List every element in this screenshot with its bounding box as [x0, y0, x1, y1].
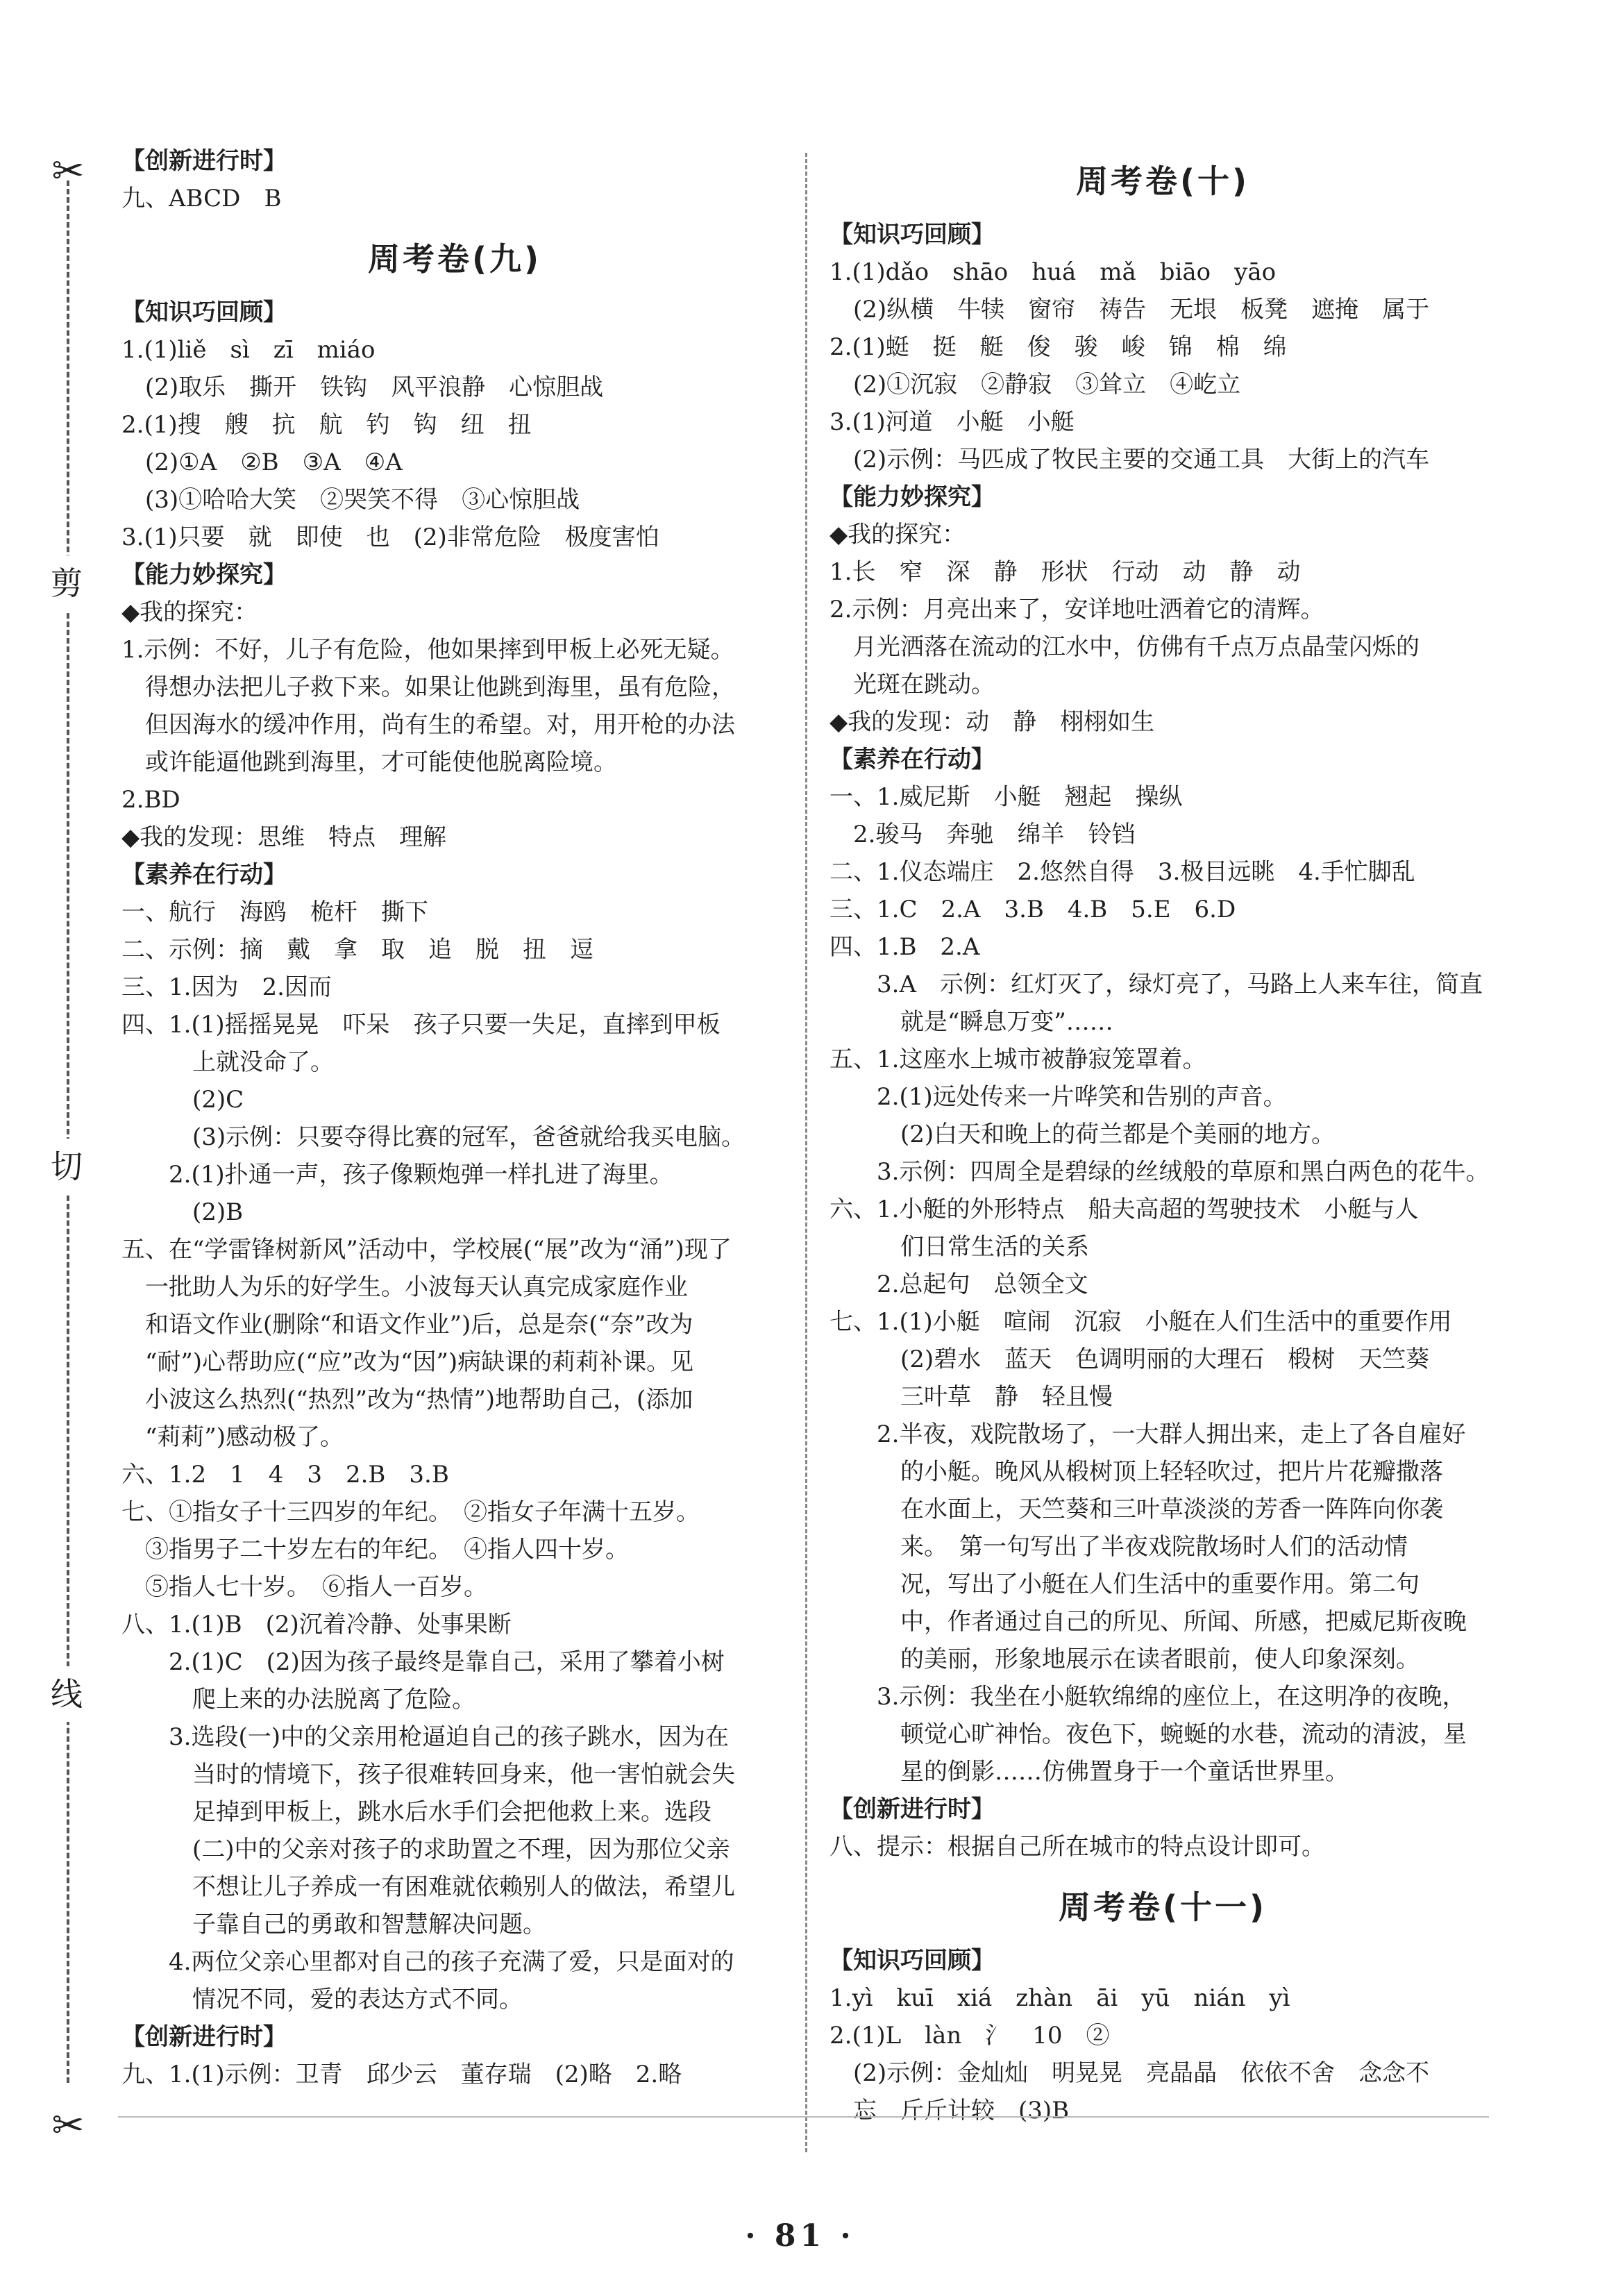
answer-line: 五、1.这座水上城市被静寂笼罩着。: [830, 1046, 1206, 1073]
answer-line: 3.选段(一)中的父亲用枪逼迫自己的孩子跳水，因为在: [169, 1723, 729, 1751]
answer-line: (二)中的父亲对孩子的求助置之不理，因为那位父亲: [192, 1836, 730, 1863]
answer-line: 得想办法把儿子救下来。如果让他跳到海里，虽有危险，: [145, 673, 735, 701]
section-heading: 【知识巧回顾】: [830, 221, 995, 249]
answer-line: 3.(1)只要 就 即使 也 (2)非常危险 极度害怕: [121, 523, 659, 551]
answer-line: 上就没命了。: [192, 1048, 334, 1076]
answer-line: (2)①沉寂 ②静寂 ③耸立 ④屹立: [853, 371, 1241, 399]
answer-line: 3.示例：四周全是碧绿的丝绒般的草原和黑白两色的花牛。: [877, 1158, 1490, 1186]
answer-line: 2.(1)L làn 氵 10 ②: [830, 2022, 1110, 2050]
section-heading: 【创新进行时】: [121, 2023, 287, 2051]
answer-line: 的小艇。晚风从椴树顶上轻轻吹过，把片片花瓣撒落: [900, 1458, 1443, 1486]
answer-line: 足掉到甲板上，跳水后水手们会把他救上来。选段: [192, 1798, 711, 1826]
answer-line: 况，写出了小艇在人们生活中的重要作用。第二句: [900, 1570, 1420, 1598]
right-answer-list-10: [830, 216, 1496, 1866]
answer-line: 中，作者通过自己的所见、所闻、所感，把威尼斯夜晚: [900, 1608, 1467, 1636]
right-answer-list-11: [830, 1942, 1496, 2129]
answer-line: 1.(1)liě sì zī miáo: [121, 336, 376, 364]
answer-line: 2.(1)C (2)因为孩子最终是靠自己，采用了攀着小树: [169, 1648, 725, 1676]
answer-line: (2)①A ②B ③A ④A: [145, 449, 403, 476]
answer-line: 不想让儿子养成一有困难就依赖别人的做法，希望儿: [192, 1873, 735, 1901]
left-column: [121, 142, 788, 2093]
answer-line: 星的倒影……仿佛置身于一个童话世界里。: [900, 1758, 1349, 1786]
answer-line: 但因海水的缓冲作用，尚有生的希望。对，用开枪的办法: [145, 711, 735, 739]
answer-line: 五、在“学雷锋树新风”活动中，学校展(“展”改为“涌”)现了: [121, 1236, 732, 1264]
left-answer-list: [121, 294, 788, 2093]
answer-line: 四、1.B 2.A: [830, 933, 980, 961]
answer-line: 爬上来的办法脱离了危险。: [192, 1686, 475, 1713]
answer-line: (3)①哈哈大笑 ②哭笑不得 ③心惊胆战: [145, 486, 580, 514]
answer-line: 在水面上，天竺葵和三叶草淡淡的芳香一阵阵向你袭: [900, 1495, 1443, 1523]
answer-line: (2)取乐 撕开 铁钩 风平浪静 心惊胆战: [145, 374, 604, 401]
answer-line: ◆我的发现：动 静 栩栩如生: [830, 708, 1155, 736]
column-divider: [805, 153, 807, 2152]
answer-line: (2)纵横 牛犊 窗帘 祷告 无垠 板凳 遮掩 属于: [853, 296, 1430, 324]
answer-line: 3.A 示例：红灯灭了，绿灯亮了，马路上人来车往，简直: [877, 971, 1483, 998]
answer-line: 2.总起句 总领全文: [877, 1271, 1088, 1298]
answer-line: 2.半夜，戏院散场了，一大群人拥出来，走上了各自雇好: [877, 1421, 1466, 1448]
cut-char-qie: 切: [39, 1139, 94, 1194]
answer-line: 子靠自己的勇敢和智慧解决问题。: [192, 1911, 546, 1938]
section-heading: 【能力妙探究】: [121, 561, 287, 589]
answer-line: 来。 第一句写出了半夜戏院散场时人们的活动情: [900, 1533, 1408, 1561]
answer-line: 一、1.威尼斯 小艇 翘起 操纵: [830, 783, 1183, 811]
answer-line: 3.(1)河道 小艇 小艇: [830, 408, 1075, 436]
section-heading: 【知识巧回顾】: [830, 1947, 995, 1975]
answer-line: (2)示例：马匹成了牧民主要的交通工具 大街上的汽车: [853, 446, 1430, 474]
answer-line: 二、1.仪态端庄 2.悠然自得 3.极目远眺 4.手忙脚乱: [830, 858, 1415, 886]
section-heading: 【能力妙探究】: [830, 483, 995, 511]
cut-char-xian: 线: [39, 1666, 94, 1722]
answer-line: 就是“瞬息万变”……: [900, 1008, 1113, 1036]
answer-line: 二、示例：摘 戴 拿 取 追 脱 扭 逗: [121, 936, 593, 964]
answer-line: ⑤指人七十岁。 ⑥指人一百岁。: [145, 1573, 487, 1601]
answer-line: 七、①指女子十三四岁的年纪。 ②指女子年满十五岁。: [121, 1498, 700, 1526]
answer-line: 3.示例：我坐在小艇软绵绵的座位上，在这明净的夜晚，: [877, 1683, 1466, 1711]
answer-line: 2.(1)蜓 挺 艇 俊 骏 峻 锦 棉 绵: [830, 333, 1287, 361]
answer-line: ◆我的发现：思维 特点 理解: [121, 823, 447, 851]
section-heading: 【知识巧回顾】: [121, 299, 287, 326]
answer-line: 九、1.(1)示例：卫青 邱少云 董存瑞 (2)略 2.略: [121, 2061, 682, 2088]
page-number: · 81 ·: [745, 2218, 855, 2254]
section-heading: 【创新进行时】: [830, 1795, 995, 1823]
cut-char-jian: 剪: [39, 555, 94, 611]
answer-line: “莉莉”)感动极了。: [145, 1423, 344, 1451]
answer-line: 2.示例：月亮出来了，安详地吐洒着它的清辉。: [830, 596, 1324, 623]
answer-line: “耐”)心帮助应(“应”改为“因”)病缺课的莉莉补课。见: [145, 1348, 694, 1376]
answer-line: 1.(1)dǎo shāo huá mǎ biāo yāo: [830, 258, 1277, 286]
answer-line: 四、1.(1)摇摇晃晃 吓呆 孩子只要一失足，直摔到甲板: [121, 1011, 721, 1039]
answer-line: 2.(1)搜 艘 抗 航 钓 钩 纽 扭: [121, 411, 532, 439]
answer-line: ◆我的探究：: [830, 521, 966, 548]
answer-line: 八、提示：根据自己所在城市的特点设计即可。: [830, 1833, 1325, 1861]
answer-line: 一批助人为乐的好学生。小波每天认真完成家庭作业: [145, 1273, 688, 1301]
answer-line: 九、ABCD B: [121, 185, 282, 212]
quiz-title-10: 周考卷(十): [1075, 162, 1250, 200]
answer-line: ③指男子二十岁左右的年纪。 ④指人四十岁。: [145, 1536, 629, 1564]
answer-line: 当时的情境下，孩子很难转回身来，他一害怕就会失: [192, 1761, 735, 1788]
quiz-title-9: 周考卷(九): [367, 240, 542, 278]
scissors-icon: ✂: [51, 2103, 85, 2148]
answer-line: 小波这么热烈(“热烈”改为“热情”)地帮助自己，(添加: [145, 1386, 693, 1414]
answer-line: 三叶草 静 轻且慢: [900, 1383, 1113, 1411]
answer-line: 们日常生活的关系: [900, 1233, 1089, 1261]
answer-line: (3)示例：只要夺得比赛的冠军，爸爸就给我买电脑。: [192, 1123, 746, 1151]
answer-line: 2.(1)远处传来一片哗笑和告别的声音。: [877, 1083, 1287, 1111]
answer-line: 忘 斤斤计较 (3)B: [853, 2097, 1070, 2125]
answer-line: ◆我的探究：: [121, 598, 258, 626]
answer-line: 2.BD: [121, 786, 180, 814]
section-heading: 【素养在行动】: [830, 746, 995, 773]
answer-line: 情况不同，爱的表达方式不同。: [192, 1986, 523, 2013]
footer-rule: [118, 2116, 1489, 2118]
answer-line: 或许能逼他跳到海里，才可能使他脱离险境。: [145, 748, 617, 776]
answer-line: 月光洒落在流动的江水中，仿佛有千点万点晶莹闪烁的: [853, 633, 1420, 661]
section-heading: 【素养在行动】: [121, 861, 287, 889]
answer-line: 八、1.(1)B (2)沉着冷静、处事果断: [121, 1611, 512, 1639]
answer-line: 2.骏马 奔驰 绵羊 铃铛: [853, 821, 1136, 848]
answer-line: 光斑在跳动。: [853, 671, 995, 698]
answer-line: (2)B: [192, 1198, 244, 1226]
right-column: [830, 156, 1496, 2129]
answer-line: 六、1.小艇的外形特点 船夫高超的驾驶技术 小艇与人: [830, 1196, 1419, 1223]
answer-line: 七、1.(1)小艇 喧闹 沉寂 小艇在人们生活中的重要作用: [830, 1308, 1452, 1336]
answer-line: 六、1.2 1 4 3 2.B 3.B: [121, 1461, 449, 1489]
answer-line: 1.示例：不好，儿子有危险，他如果摔到甲板上必死无疑。: [121, 636, 734, 664]
answer-line: (2)C: [192, 1086, 244, 1114]
answer-line: 三、1.C 2.A 3.B 4.B 5.E 6.D: [830, 896, 1236, 923]
answer-line: 的美丽，形象地展示在读者眼前，使人印象深刻。: [900, 1645, 1420, 1673]
cut-dashed-line: [67, 181, 69, 2083]
answer-line: 三、1.因为 2.因而: [121, 973, 332, 1001]
quiz-title-11: 周考卷(十一): [1058, 1888, 1268, 1926]
answer-line: 和语文作业(删除“和语文作业”)后，总是奈(“奈”改为: [145, 1311, 693, 1339]
answer-line: 一、航行 海鸥 桅杆 撕下: [121, 898, 428, 926]
answer-line: (2)示例：金灿灿 明晃晃 亮晶晶 依依不舍 念念不: [853, 2059, 1430, 2087]
scissors-icon: ✂: [51, 149, 85, 194]
answer-line: 2.(1)扑通一声，孩子像颗炮弹一样扎进了海里。: [169, 1161, 673, 1189]
answer-line: 4.两位父亲心里都对自己的孩子充满了爱，只是面对的: [169, 1948, 734, 1976]
section-heading: 【创新进行时】: [121, 147, 287, 175]
answer-line: 1.长 窄 深 静 形状 行动 动 静 动: [830, 558, 1301, 586]
cut-margin: [0, 0, 104, 2296]
answer-line: (2)碧水 蓝天 色调明丽的大理石 椴树 天竺葵: [900, 1346, 1430, 1373]
answer-line: 1.yì kuī xiá zhàn āi yū nián yì: [830, 1984, 1290, 2012]
answer-line: (2)白天和晚上的荷兰都是个美丽的地方。: [900, 1121, 1336, 1148]
answer-line: 顿觉心旷神怡。夜色下，蜿蜒的水巷，流动的清波，星: [900, 1720, 1467, 1748]
